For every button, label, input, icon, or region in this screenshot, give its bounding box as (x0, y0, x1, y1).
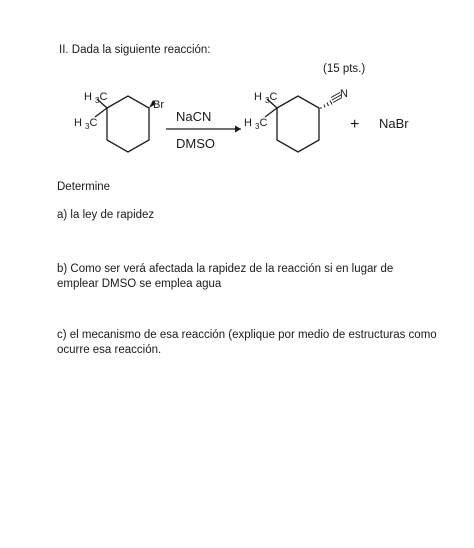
task-a: a) la ley de rapidez (57, 209, 155, 221)
product-cyclohexane-ring (277, 96, 319, 152)
svg-text:H 3C: H $_3$C (244, 117, 268, 131)
reaction-scheme (0, 0, 474, 180)
product-methyl-bond-left (265, 108, 277, 117)
product-nitrogen: N (340, 88, 348, 100)
svg-text:H 3C: H $_3$C (84, 91, 108, 105)
reactant-cyclohexane-ring (107, 96, 149, 152)
product-hashed-bond (321, 101, 332, 110)
reactant-structure (95, 96, 149, 152)
reactant-methyl-bond-left (95, 108, 107, 117)
reactant-bromine: Br (153, 99, 164, 111)
svg-text:H 3C: H $_3$C (254, 91, 278, 105)
reaction-arrowhead (235, 126, 241, 133)
reagent-below: DMSO (176, 136, 215, 151)
product-structure (265, 96, 319, 152)
reactant-methyl-1: H (84, 91, 92, 103)
svg-text:H 3C: H $_3$C (74, 117, 98, 131)
product-methyl-1: H (254, 91, 262, 103)
task-c: c) el mecanismo de esa reacción (explique por medio de estructuras como ocurre esa reacción. (57, 329, 437, 356)
points-label: (15 pts.) (323, 63, 366, 75)
reactant-methyl-2: H (74, 117, 82, 129)
tasks-intro: Determine (57, 181, 111, 193)
product-methyl-2: H (244, 117, 252, 129)
question-heading: II. Dada la siguiente reacción: (59, 44, 211, 56)
plus-sign: + (350, 116, 360, 133)
reagent-above: NaCN (176, 109, 212, 124)
task-b: b) Como ser verá afectada la rapidez de la reacción si en lugar de emplear DMSO se emplea agua (57, 263, 394, 290)
byproduct-nabr: NaBr (379, 116, 409, 131)
